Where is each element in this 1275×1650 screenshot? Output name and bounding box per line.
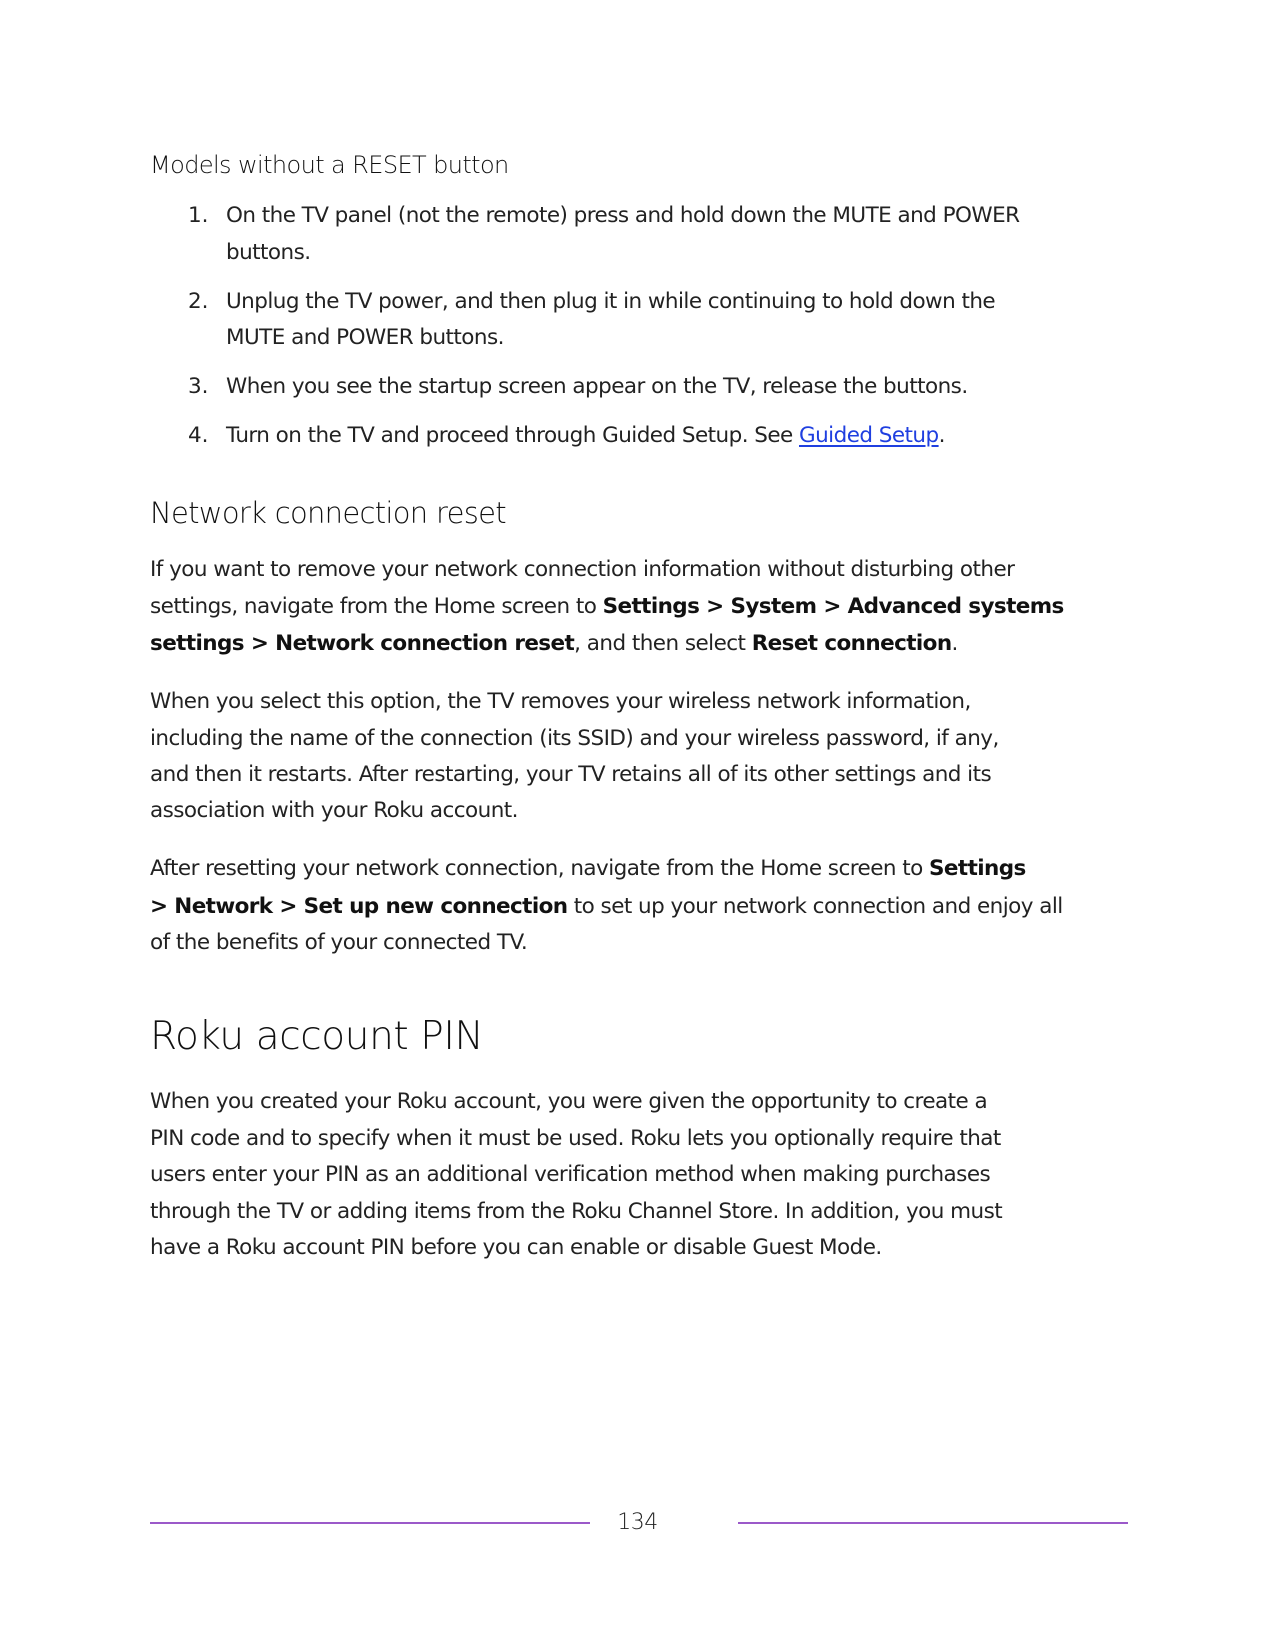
list-item-text-plain: Turn on the TV and proceed through Guided Setup. See	[226, 423, 799, 448]
menu-option: Reset connection	[751, 631, 952, 656]
list-item-text-end: .	[938, 423, 945, 448]
paragraph-line: through the TV or adding items from the Roku Channel Store. In addition, you must	[150, 1199, 1003, 1224]
text-plain: settings, navigate from the Home screen to	[150, 594, 603, 619]
paragraph-line: When you select this option, the TV removes your wireless network information,	[150, 689, 971, 714]
paragraph-line: PIN code and to specify when it must be used. Roku lets you optionally require that	[150, 1126, 1001, 1151]
section-heading-network-connection-reset: Network connection reset	[150, 496, 506, 530]
list-item-number: 2.	[188, 289, 209, 314]
list-item-text: On the TV panel (not the remote) press and hold down the MUTE and POWER	[226, 203, 1020, 228]
list-item-number: 3.	[188, 374, 209, 399]
paragraph-line	[150, 896, 1063, 918]
paragraph-line: users enter your PIN as an additional verification method when making purchases	[150, 1162, 991, 1187]
text-plain: After resetting your network connection, navigate from the Home screen to	[150, 856, 930, 881]
paragraph-line	[150, 858, 1026, 880]
paragraph-line	[150, 633, 958, 655]
list-item-text: When you see the startup screen appear on the TV, release the buttons.	[226, 374, 968, 399]
text-plain: .	[951, 631, 958, 656]
paragraph-line: have a Roku account PIN before you can enable or disable Guest Mode.	[150, 1235, 882, 1260]
list-item-text: MUTE and POWER buttons.	[226, 325, 504, 350]
paragraph-line	[150, 596, 1064, 618]
menu-path: > Network > Set up new connection	[150, 894, 568, 919]
page-number: 134	[617, 1510, 658, 1535]
paragraph-line: including the name of the connection (its SSID) and your wireless password, if any,	[150, 726, 999, 751]
list-item-number: 1.	[188, 203, 209, 228]
paragraph-line: of the benefits of your connected TV.	[150, 930, 528, 955]
list-item-text: Unplug the TV power, and then plug it in while continuing to hold down the	[226, 289, 996, 314]
footer-rule-right	[738, 1522, 1128, 1524]
paragraph-line: When you created your Roku account, you were given the opportunity to create a	[150, 1089, 988, 1114]
list-item-text: buttons.	[226, 240, 311, 265]
section-heading-roku-account-pin: Roku account PIN	[150, 1014, 484, 1059]
paragraph-line: association with your Roku account.	[150, 798, 518, 823]
text-plain: to set up your network connection and enjoy all	[567, 894, 1063, 919]
guided-setup-link[interactable]: Guided Setup	[799, 423, 939, 448]
menu-path: settings > Network connection reset	[150, 631, 575, 656]
list-item-text	[226, 425, 945, 447]
section-heading-models-without-reset: Models without a RESET button	[150, 151, 509, 179]
menu-path: Settings > System > Advanced systems	[602, 594, 1064, 619]
list-item-number: 4.	[188, 423, 209, 448]
paragraph-line: If you want to remove your network connection information without disturbing other	[150, 557, 1015, 582]
paragraph-line: and then it restarts. After restarting, your TV retains all of its other settings and its	[150, 762, 992, 787]
menu-path: Settings	[929, 856, 1026, 881]
text-plain: , and then select	[574, 631, 752, 656]
